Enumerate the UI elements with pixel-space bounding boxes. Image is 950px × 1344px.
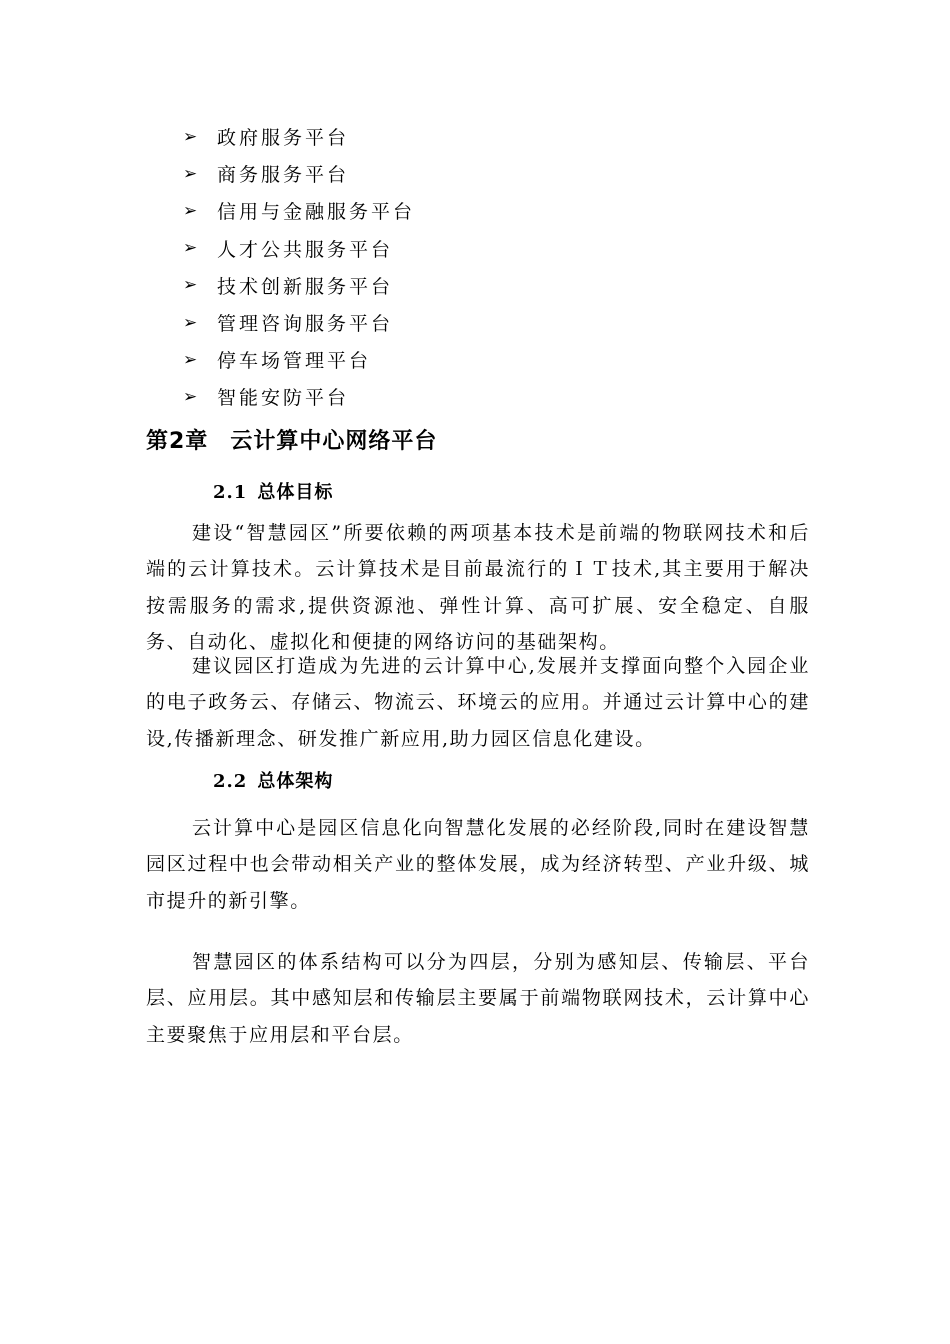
- list-item: [183, 230, 415, 267]
- arrow-bullet-icon: ➢: [183, 126, 198, 147]
- list-item-text: 智能安防平台: [217, 387, 350, 410]
- list-item-text: 管理咨询服务平台: [217, 313, 394, 336]
- list-item-text: 信用与金融服务平台: [217, 201, 416, 224]
- section-heading: [213, 767, 333, 793]
- list-item: [183, 304, 415, 341]
- list-item-text: 人才公共服务平台: [217, 238, 394, 261]
- arrow-bullet-icon: ➢: [183, 386, 198, 407]
- body-paragraph: 建议园区打造成为先进的云计算中心,发展并支撑面向整个入园企业的电子政务云、存储云、物流云、环境云的应用。并通过云计算中心的建设,传播新理念、研发推广新应用,助力园区信息化建设。: [146, 655, 810, 750]
- section-title: 总体目标: [257, 482, 334, 503]
- section-number: 2.1: [213, 482, 248, 503]
- list-item-text: 技术创新服务平台: [217, 275, 394, 298]
- list-item: [183, 341, 415, 378]
- chapter-title: 云计算中心网络平台: [230, 429, 438, 454]
- list-item: [183, 192, 415, 229]
- arrow-bullet-icon: ➢: [183, 349, 198, 370]
- list-item: [183, 155, 415, 192]
- list-item-text: 政府服务平台: [217, 127, 350, 150]
- list-item: [183, 118, 415, 155]
- arrow-bullet-icon: ➢: [183, 238, 198, 259]
- list-item: [183, 267, 415, 304]
- arrow-bullet-icon: ➢: [183, 275, 198, 296]
- body-paragraph: 云计算中心是园区信息化向智慧化发展的必经阶段,同时在建设智慧园区过程中也会带动相关产业的整体发展，成为经济转型、产业升级、城市提升的新引擎。: [146, 817, 810, 912]
- chapter-heading: [146, 424, 437, 455]
- chapter-number: 第2章: [146, 429, 209, 454]
- arrow-bullet-icon: ➢: [183, 163, 198, 184]
- section-heading: [213, 478, 333, 504]
- body-paragraph: 建设“智慧园区”所要依赖的两项基本技术是前端的物联网技术和后端的云计算技术。云计算技术是目前最流行的ＩＴ技术,其主要用于解决按需服务的需求,提供资源池、弹性计算、高可扩展、安全稳定、自服务、自动化、虚拟化和便捷的网络访问的基础架构。: [146, 522, 810, 654]
- list-item: [183, 378, 415, 415]
- body-paragraph: 智慧园区的体系结构可以分为四层，分别为感知层、传输层、平台层、应用层。其中感知层和传输层主要属于前端物联网技术，云计算中心主要聚焦于应用层和平台层。: [146, 951, 810, 1046]
- section-number: 2.2: [213, 771, 248, 792]
- section-title: 总体架构: [257, 771, 334, 792]
- list-item-text: 商务服务平台: [217, 164, 350, 187]
- arrow-bullet-icon: ➢: [183, 200, 198, 221]
- list-item-text: 停车场管理平台: [217, 350, 372, 373]
- arrow-bullet-icon: ➢: [183, 312, 198, 333]
- platform-bullet-list: [183, 118, 415, 416]
